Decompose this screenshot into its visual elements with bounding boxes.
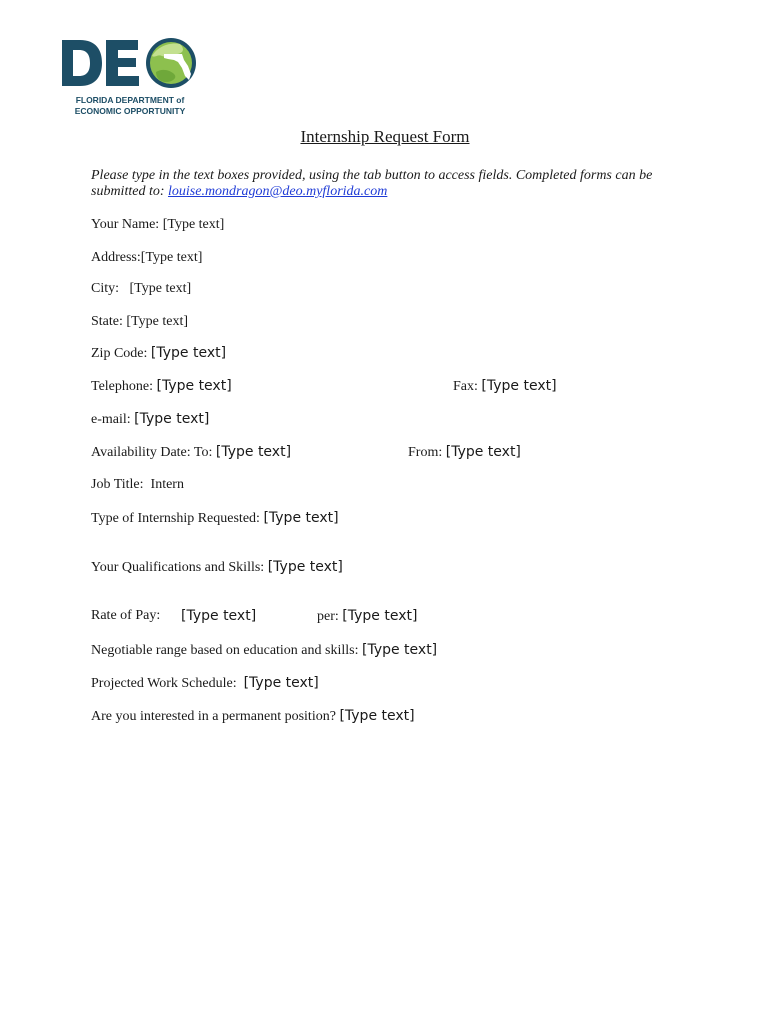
negotiable-range-row	[91, 642, 437, 659]
availability-from-label: From:	[408, 445, 446, 460]
per-label: per:	[317, 609, 343, 624]
availability-to-field[interactable]: [Type text]	[215, 444, 292, 460]
negotiable-range-label: Negotiable range based on education and skills:	[91, 643, 362, 658]
fax-label: Fax:	[453, 379, 482, 394]
work-schedule-field[interactable]: [Type text]	[243, 675, 319, 691]
name-field[interactable]: [Type text]	[162, 217, 225, 232]
email-field[interactable]: [Type text]	[134, 411, 210, 427]
rate-of-pay-label: Rate of Pay:	[91, 608, 161, 623]
city-field[interactable]: [Type text]	[129, 281, 192, 296]
availability-from-row	[408, 444, 521, 461]
city-row	[91, 281, 191, 297]
internship-type-label: Type of Internship Requested:	[91, 511, 264, 526]
permanent-position-field[interactable]: [Type text]	[339, 708, 415, 724]
fax-row	[453, 378, 557, 395]
internship-type-field[interactable]: [Type text]	[263, 510, 339, 526]
address-field[interactable]: [Type text]	[140, 250, 203, 265]
telephone-label: Telephone:	[91, 379, 157, 394]
availability-from-field[interactable]: [Type text]	[445, 444, 521, 460]
submit-email-link[interactable]: louise.mondragon@deo.myflorida.com	[168, 184, 388, 199]
email-label: e-mail:	[91, 412, 135, 427]
logo-line1: FLORIDA DEPARTMENT of	[75, 95, 185, 105]
deo-logo	[58, 32, 203, 122]
qualifications-label: Your Qualifications and Skills:	[91, 560, 268, 575]
qualifications-field[interactable]: [Type text]	[267, 559, 343, 575]
name-label: Your Name:	[91, 217, 163, 232]
work-schedule-label: Projected Work Schedule:	[91, 676, 244, 691]
state-label: State:	[91, 314, 127, 329]
address-row	[91, 250, 202, 266]
negotiable-range-field[interactable]: [Type text]	[361, 642, 438, 658]
work-schedule-row	[91, 675, 319, 692]
per-field[interactable]: [Type text]	[342, 608, 418, 624]
availability-to-label: Availability Date: To:	[91, 445, 216, 460]
permanent-position-row	[91, 708, 415, 725]
rate-of-pay-value-row	[181, 608, 256, 625]
address-label: Address:	[91, 250, 141, 265]
logo-line2: ECONOMIC OPPORTUNITY	[74, 106, 186, 116]
instructions-text: Please type in the text boxes provided, using the tab button to access fields. Completed forms can be submitted to:	[91, 168, 653, 199]
name-row	[91, 217, 224, 233]
rate-of-pay-row	[91, 608, 160, 624]
permanent-position-label: Are you interested in a permanent position?	[91, 709, 340, 724]
rate-of-pay-field[interactable]: [Type text]	[181, 608, 257, 624]
job-title-label: Job Title:	[91, 477, 151, 492]
job-title-field[interactable]: Intern	[150, 477, 184, 492]
fax-field[interactable]: [Type text]	[481, 378, 557, 394]
telephone-row	[91, 378, 232, 395]
form-instructions	[91, 168, 681, 200]
job-title-row	[91, 477, 184, 493]
state-field[interactable]: [Type text]	[126, 314, 188, 329]
per-row	[317, 608, 417, 625]
state-row	[91, 314, 188, 330]
zip-field[interactable]: [Type text]	[150, 345, 227, 361]
availability-to-row	[91, 444, 291, 461]
qualifications-row	[91, 559, 343, 576]
city-label: City:	[91, 281, 130, 296]
internship-type-row	[91, 510, 339, 527]
email-row	[91, 411, 209, 428]
zip-label: Zip Code:	[91, 346, 151, 361]
form-title: Internship Request Form	[300, 127, 470, 146]
zip-row	[91, 345, 226, 362]
telephone-field[interactable]: [Type text]	[156, 378, 232, 394]
